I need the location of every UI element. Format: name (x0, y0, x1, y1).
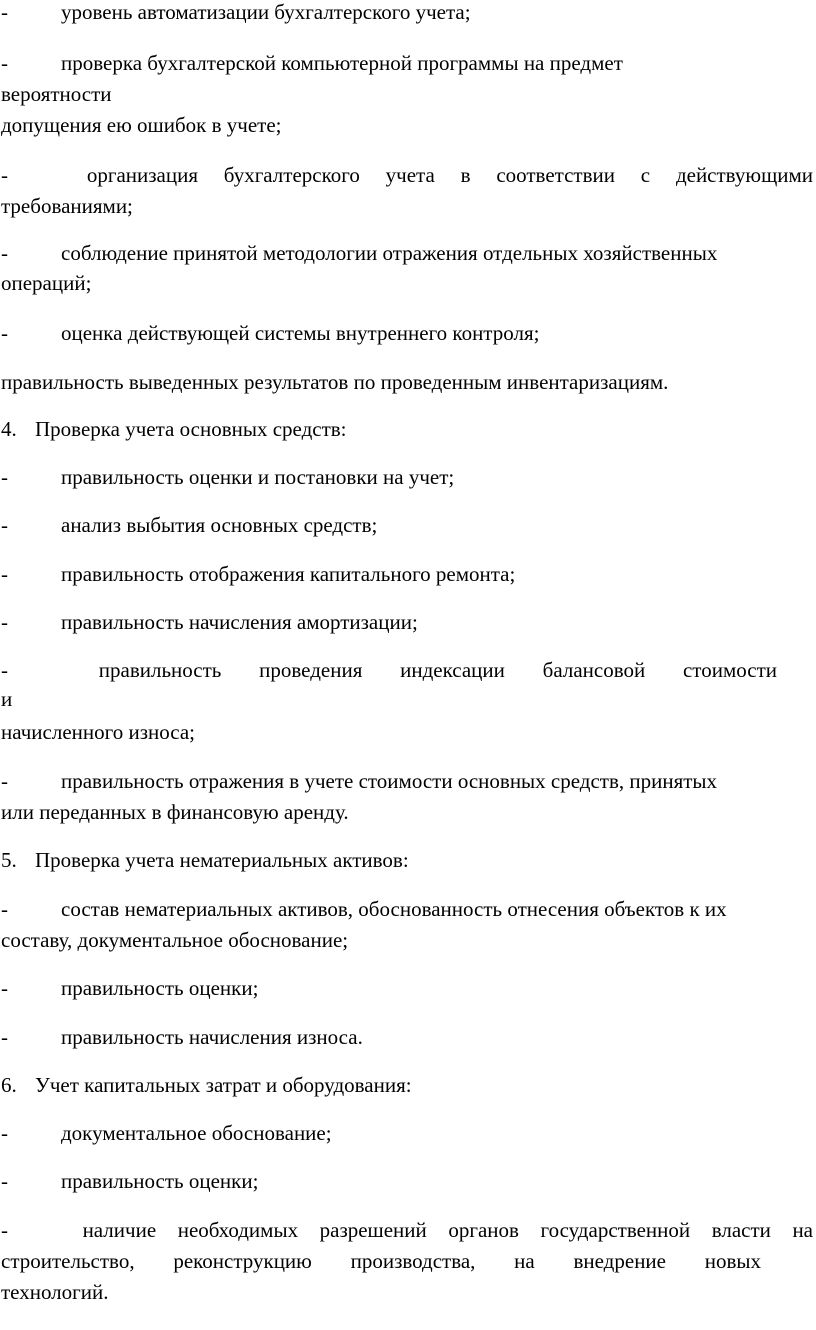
bullet-item (1, 162, 813, 189)
bullet-dash: - (1, 897, 8, 921)
bullet-dash: - (1, 610, 8, 634)
text-line: и (1, 687, 13, 711)
text-line: правильность выведенных результатов по проведенным инвентаризациям. (1, 370, 669, 394)
item-text: правильность отражения в учете стоимости основных средств, принятых (61, 769, 718, 793)
bullet-item (1, 464, 454, 491)
bullet-item (1, 561, 515, 588)
text-line: или переданных в финансовую аренду. (1, 800, 349, 824)
item-text: анализ выбытия основных средств; (61, 513, 378, 537)
item-text: правильность проведения индексации балансовой стоимости (98, 658, 777, 682)
bullet-dash: - (1, 769, 8, 793)
section-title: Учет капитальных затрат и оборудования: (35, 1073, 412, 1097)
bullet-dash: - (1, 976, 8, 1000)
text-line: операций; (1, 271, 92, 295)
item-text: организация бухгалтерского учета в соответствии с действующими (86, 163, 814, 187)
bullet-item (1, 609, 418, 636)
bullet-dash: - (1, 562, 8, 586)
item-text: правильность оценки; (61, 976, 259, 1000)
bullet-dash: - (1, 0, 8, 24)
bullet-dash: - (1, 1169, 8, 1193)
item-text: правильность оценки и постановки на учет; (61, 465, 455, 489)
section-title: Проверка учета основных средств: (35, 417, 347, 441)
item-text: наличие необходимых разрешений органов государственной власти на (82, 1218, 813, 1242)
item-text: правильность начисления износа. (61, 1025, 363, 1049)
section-number: 5. (1, 848, 17, 872)
item-text: правильность начисления амортизации; (61, 610, 418, 634)
bullet-item (1, 1168, 258, 1195)
bullet-dash: - (1, 163, 8, 187)
item-text: документальное обоснование; (61, 1121, 332, 1145)
section-heading (1, 1072, 412, 1099)
item-text: правильность оценки; (61, 1169, 259, 1193)
section-heading (1, 847, 409, 874)
text-line: требованиями; (1, 194, 133, 218)
bullet-item (1, 975, 258, 1002)
bullet-dash: - (1, 321, 8, 345)
bullet-item (1, 768, 717, 795)
bullet-item (1, 1120, 332, 1147)
item-text: проверка бухгалтерской компьютерной программы на предмет (61, 51, 623, 75)
bullet-item (1, 0, 471, 26)
section-number: 6. (1, 1073, 17, 1097)
bullet-item (1, 1024, 363, 1051)
bullet-dash: - (1, 241, 8, 265)
text-line: допущения ею ошибок в учете; (1, 113, 282, 137)
bullet-dash: - (1, 51, 8, 75)
text-line: строительство, реконструкцию производства, на внедрение новых (1, 1249, 761, 1273)
bullet-item (1, 50, 623, 77)
bullet-item (1, 240, 717, 267)
bullet-dash: - (1, 1121, 8, 1145)
text-line: вероятности (1, 82, 112, 106)
bullet-dash: - (1, 1218, 8, 1242)
bullet-item (1, 657, 777, 684)
text-line: начисленного износа; (1, 720, 195, 744)
bullet-item (1, 512, 377, 539)
item-text: состав нематериальных активов, обоснованность отнесения объектов к их (61, 897, 727, 921)
bullet-dash: - (1, 465, 8, 489)
text-line: составу, документальное обоснование; (1, 928, 349, 952)
bullet-item (1, 896, 727, 923)
item-text: соблюдение принятой методологии отражения отдельных хозяйственных (61, 241, 718, 265)
section-title: Проверка учета нематериальных активов: (35, 848, 409, 872)
bullet-item (1, 320, 539, 347)
item-text: правильность отображения капитального ремонта; (61, 562, 516, 586)
item-text: уровень автоматизации бухгалтерского учета; (61, 0, 471, 24)
bullet-dash: - (1, 513, 8, 537)
text-line: технологий. (1, 1280, 109, 1304)
section-heading (1, 416, 347, 443)
bullet-dash: - (1, 1025, 8, 1049)
section-number: 4. (1, 417, 17, 441)
item-text: оценка действующей системы внутреннего контроля; (61, 321, 540, 345)
bullet-item (1, 1217, 813, 1244)
bullet-dash: - (1, 658, 8, 682)
